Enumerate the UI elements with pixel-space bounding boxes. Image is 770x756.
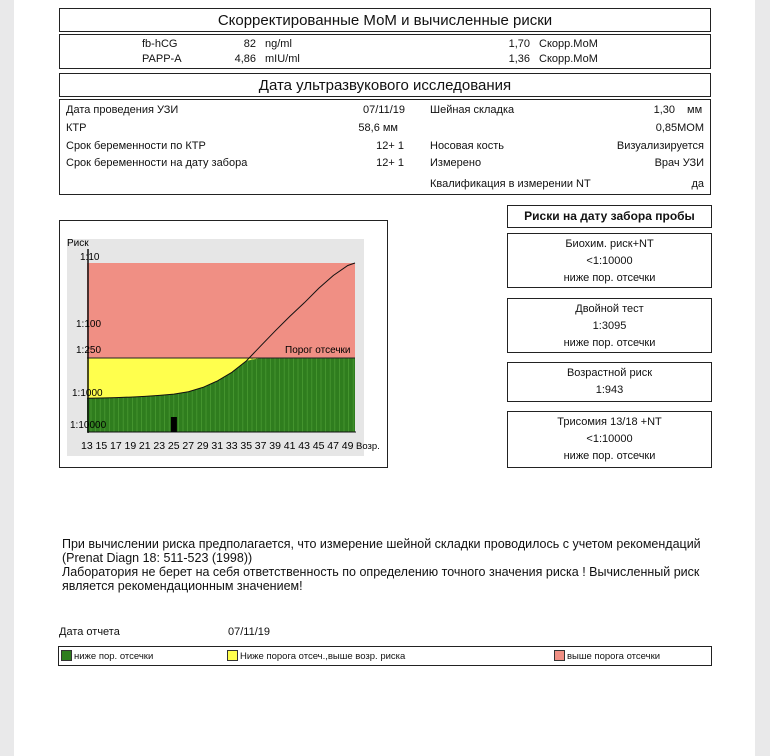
x-tick-label: 29 [196, 440, 209, 452]
note-line: (Prenat Diagn 18: 511-523 (1998)) [62, 551, 253, 565]
x-tick-label: 31 [211, 440, 224, 452]
x-axis-title: Возр. [356, 441, 380, 452]
marker-mom-label: Скорр.МоМ [539, 53, 598, 65]
us-value: 0,85МОМ [655, 122, 704, 134]
x-tick-label: 25 [167, 440, 180, 452]
risk-value: 1:943 [595, 384, 624, 396]
x-tick-label: 37 [254, 440, 267, 452]
legend-swatch-red [554, 650, 565, 661]
x-tick-label: 21 [138, 440, 151, 452]
us-label: Дата проведения УЗИ [66, 104, 179, 116]
report-sheet [14, 0, 755, 756]
risk-name: Двойной тест [575, 303, 644, 315]
risk-value: 1:3095 [592, 320, 627, 332]
us-table [59, 99, 711, 195]
risk-box-trisomy [507, 411, 712, 468]
x-tick-label: 45 [312, 440, 325, 452]
risk-note: ниже пор. отсечки [563, 337, 656, 349]
marker-name: PAPP-A [142, 53, 182, 65]
x-tick-label: 41 [283, 440, 296, 452]
x-tick-label: 23 [153, 440, 166, 452]
marker-mom: 1,36 [508, 53, 530, 65]
marker-value: 82 [243, 38, 256, 50]
us-unit: мм [687, 104, 703, 116]
legend-label: ниже пор. отсечки [74, 651, 154, 662]
legend-label: Ниже порога отсеч.,выше возр. риска [240, 651, 406, 662]
us-value: 12+ 1 [376, 140, 404, 152]
marker-value: 4,86 [234, 53, 256, 65]
x-tick-label: 49 [341, 440, 354, 452]
risk-box-double-test [507, 298, 712, 353]
zone-above-cutoff [87, 263, 355, 358]
risk-value: <1:10000 [586, 255, 633, 267]
marker-mom: 1,70 [508, 38, 530, 50]
us-value: Врач УЗИ [654, 157, 704, 169]
x-tick-label: 33 [225, 440, 238, 452]
risk-chart [60, 221, 387, 467]
x-tick-label: 15 [95, 440, 108, 452]
risk-box-age [507, 362, 712, 402]
us-label: Шейная складка [430, 104, 515, 116]
report-date-value: 07/11/19 [228, 626, 271, 638]
us-value: Визуализируется [616, 140, 704, 152]
us-label: Носовая кость [430, 140, 504, 152]
us-value: 12+ 1 [376, 157, 404, 169]
risk-name: Биохим. риск+NT [565, 238, 654, 250]
risks-title: Риски на дату забора пробы [507, 205, 712, 228]
mom-section-title: Скорректированные МоМ и вычисленные риски [59, 8, 711, 32]
x-tick-label: 17 [110, 440, 122, 452]
note-line: Лаборатория не берет на себя ответственность по определению точного значения риска ! Вычисленный риск [62, 565, 700, 579]
patient-marker [171, 417, 177, 432]
notes-block [62, 537, 701, 593]
report-date-label: Дата отчета [59, 626, 120, 638]
legend-swatch-yellow [227, 650, 238, 661]
note-line: При вычислении риска предполагается, что измерение шейной складки проводилось с учетом рекомендаций [62, 537, 701, 551]
legend-bar [58, 646, 712, 666]
y-axis-title: Риск [67, 238, 89, 249]
x-tick-label: 39 [269, 440, 281, 452]
risk-note: ниже пор. отсечки [563, 272, 656, 284]
risk-note: ниже пор. отсечки [563, 450, 656, 462]
legend-label: выше порога отсечки [567, 651, 661, 662]
us-label: Срок беременности на дату забора [66, 157, 248, 169]
us-section-title: Дата ультразвукового исследования [59, 73, 711, 97]
marker-unit: ng/ml [265, 38, 292, 50]
us-label: Срок беременности по КТР [66, 140, 206, 152]
legend-swatch-green [61, 650, 72, 661]
x-tick-label: 47 [327, 440, 339, 452]
x-tick-label: 19 [124, 440, 137, 452]
marker-unit: mIU/ml [265, 53, 300, 65]
x-tick-label: 35 [240, 440, 253, 452]
risk-name: Трисомия 13/18 +NT [557, 416, 662, 428]
us-value: 1,30 [653, 104, 675, 116]
y-tick-label: 1:100 [76, 319, 102, 330]
x-tick-label: 27 [182, 440, 195, 452]
marker-mom-label: Скорр.МоМ [539, 38, 598, 50]
risk-name: Возрастной риск [566, 367, 653, 379]
risk-value: <1:10000 [586, 433, 633, 445]
x-tick-label: 13 [81, 440, 93, 452]
us-label: Квалификация в измерении NT [430, 178, 591, 190]
note-line: является рекомендационным значением! [62, 579, 303, 593]
y-tick-label: 1:10000 [70, 420, 107, 431]
y-tick-label: 1:1000 [72, 388, 103, 399]
threshold-label: Порог отсечки [285, 345, 351, 356]
us-value: да [691, 178, 704, 190]
us-label: КТР [66, 122, 87, 134]
us-value: 58,6 мм [358, 122, 398, 134]
us-label: Измерено [430, 157, 482, 169]
mom-table [59, 34, 711, 69]
x-tick-label: 43 [298, 440, 310, 452]
us-value: 07/11/19 [362, 104, 405, 116]
marker-name: fb-hCG [142, 38, 178, 50]
y-tick-label: 1:250 [76, 345, 102, 356]
y-tick-label: 1:10 [80, 252, 100, 263]
risk-chart-frame [59, 220, 388, 468]
risk-box-biochem [507, 233, 712, 288]
